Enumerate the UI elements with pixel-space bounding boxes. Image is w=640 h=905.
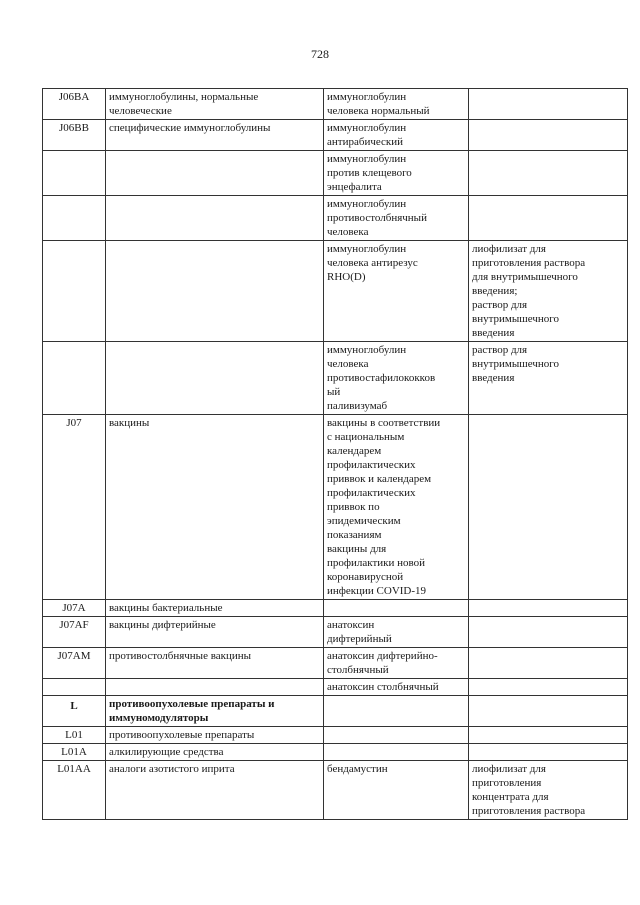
atc-code-cell xyxy=(43,679,106,696)
form-cell xyxy=(469,600,628,617)
atc-code-cell: L01A xyxy=(43,744,106,761)
form-cell xyxy=(469,151,628,196)
atc-code-cell: J07A xyxy=(43,600,106,617)
table-row xyxy=(43,196,628,241)
atc-code-cell: J07AF xyxy=(43,617,106,648)
group-cell xyxy=(106,151,324,196)
drug-cell: иммуноглобулин человека противостафилококков ый паливизумаб xyxy=(324,342,469,415)
atc-code-cell: J06BB xyxy=(43,120,106,151)
drug-cell: иммуноглобулин человека антирезус RHO(D) xyxy=(324,241,469,342)
table-row xyxy=(43,744,628,761)
table-row xyxy=(43,648,628,679)
drug-cell xyxy=(324,600,469,617)
drug-cell: иммуноглобулин человека нормальный xyxy=(324,89,469,120)
drug-cell: иммуноглобулин антирабический xyxy=(324,120,469,151)
drug-cell: анатоксин дифтерийный xyxy=(324,617,469,648)
group-cell: иммуноглобулины, нормальные человеческие xyxy=(106,89,324,120)
form-cell xyxy=(469,196,628,241)
page-number: 728 xyxy=(311,47,329,61)
group-cell xyxy=(106,342,324,415)
form-cell xyxy=(469,648,628,679)
form-cell xyxy=(469,415,628,600)
table-row xyxy=(43,696,628,727)
table-row xyxy=(43,415,628,600)
group-cell xyxy=(106,241,324,342)
drug-cell: иммуноглобулин против клещевого энцефалита xyxy=(324,151,469,196)
atc-code-cell xyxy=(43,241,106,342)
table-row xyxy=(43,241,628,342)
form-cell xyxy=(469,744,628,761)
group-cell: вакцины бактериальные xyxy=(106,600,324,617)
form-cell xyxy=(469,696,628,727)
table-row xyxy=(43,120,628,151)
form-cell xyxy=(469,617,628,648)
group-cell: вакцины дифтерийные xyxy=(106,617,324,648)
group-cell: алкилирующие средства xyxy=(106,744,324,761)
drug-cell: анатоксин столбнячный xyxy=(324,679,469,696)
drug-cell: вакцины в соответствии с национальным календарем профилактических приввок и календарем профилактических приввок по эпидемическим показаниям вакцины для профилактики новой коронавирусной инфекции COVID-19 xyxy=(324,415,469,600)
atc-code-cell: J07 xyxy=(43,415,106,600)
group-cell: аналоги азотистого иприта xyxy=(106,761,324,820)
form-cell: лиофилизат для приготовления концентрата для приготовления раствора xyxy=(469,761,628,820)
drug-cell xyxy=(324,696,469,727)
drug-cell: бендамустин xyxy=(324,761,469,820)
group-cell: специфические иммуноглобулины xyxy=(106,120,324,151)
form-cell xyxy=(469,120,628,151)
form-cell xyxy=(469,679,628,696)
group-cell: противостолбнячные вакцины xyxy=(106,648,324,679)
drug-table xyxy=(42,88,628,820)
atc-code-cell: L01 xyxy=(43,727,106,744)
group-cell: противоопухолевые препараты xyxy=(106,727,324,744)
atc-code-cell xyxy=(43,196,106,241)
table-row xyxy=(43,761,628,820)
group-cell xyxy=(106,196,324,241)
form-cell xyxy=(469,89,628,120)
atc-code-cell: L01AA xyxy=(43,761,106,820)
table-row xyxy=(43,600,628,617)
atc-code-cell: J06BA xyxy=(43,89,106,120)
drug-cell xyxy=(324,727,469,744)
table-row xyxy=(43,679,628,696)
drug-cell: иммуноглобулин противостолбнячный человека xyxy=(324,196,469,241)
table-row xyxy=(43,342,628,415)
table-row xyxy=(43,151,628,196)
group-cell: противоопухолевые препараты и иммуномодуляторы xyxy=(106,696,324,727)
atc-code-cell xyxy=(43,151,106,196)
form-cell xyxy=(469,727,628,744)
table-row xyxy=(43,617,628,648)
group-cell: вакцины xyxy=(106,415,324,600)
group-cell xyxy=(106,679,324,696)
table-row xyxy=(43,89,628,120)
drug-cell xyxy=(324,744,469,761)
table-row xyxy=(43,727,628,744)
form-cell: раствор для внутримышечного введения xyxy=(469,342,628,415)
atc-code-cell: L xyxy=(43,696,106,727)
drug-cell: анатоксин дифтерийно- столбнячный xyxy=(324,648,469,679)
form-cell: лиофилизат для приготовления раствора для внутримышечного введения; раствор для внутримышечного введения xyxy=(469,241,628,342)
atc-code-cell: J07AM xyxy=(43,648,106,679)
atc-code-cell xyxy=(43,342,106,415)
